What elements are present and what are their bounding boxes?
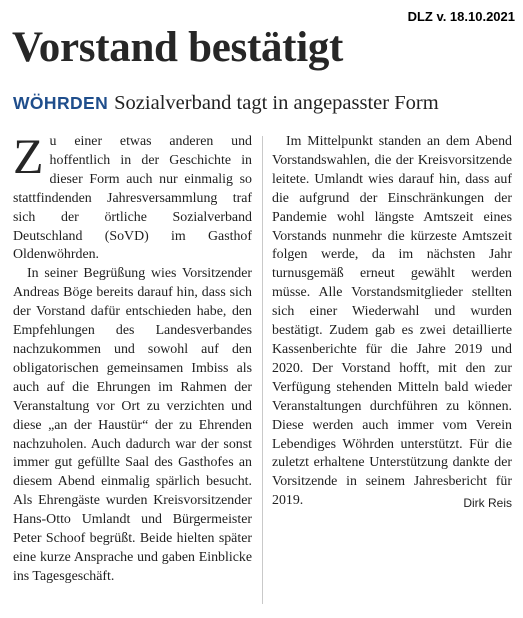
article-paragraph: [272, 133, 512, 511]
article-headline: Vorstand bestätigt: [12, 24, 344, 71]
location-kicker: WÖHRDEN: [13, 93, 109, 113]
paragraph-text: u einer etwas anderen und hoffentlich in der Geschichte in dieser Form auch nur einmalig so stattfindenden Jahresversammlung traf sich der örtliche Sozialverband Deutschland (SoVD) im Gasthof Oldenwöhrden.: [13, 134, 252, 263]
article-subheadline-row: [13, 90, 439, 116]
article-column-2: [272, 133, 512, 513]
paragraph-text: Im Mittelpunkt standen an dem Abend Vorstandswahlen, die der Kreisvorsitzende leitete. Umlandt wies darauf hin, dass auf die aufgrund der Einschränkungen der Pandemie wohl längste Amtszeit eines Vorstands nunmehr die kürzeste Amtszeit folgen werde, da im nächsten Jahr turnusgemäß erneut gewählt werden müsse. Alle Vorstandsmitglieder stellten sich einer Wiederwahl und wurden bestätigt. Zudem gab es zwei detaillierte Kassenberichte für die Jahre 2019 und 2020. Der Vorstand hofft, mit den zur Verfügung stehenden Mitteln bald wieder Veranstaltungen durchführen zu können. Diese werden auch immer vom Verein Lebendiges Wöhrden unterstützt. Für die zuletzt erhaltene Unterstützung dankte der Vorsitzende in seinem Jahresbericht für 2019.: [272, 134, 512, 509]
drop-cap: Z: [13, 128, 44, 184]
article-paragraph: [13, 128, 252, 265]
article-paragraph: In seiner Begrüßung wies Vorsitzender Andreas Böge bereits darauf hin, dass sich der Vorstand dafür entschieden habe, den Empfehlungen des Landesverbandes nachzukommen und sowohl auf den obligatorischen gemeinsamen Imbiss als auch auf die Ehrungen im Rahmen der Veranstaltung vor Ort zu verzichten und diese „an der Haustür“ der zu Ehrenden nachzuholen. Auch dadurch war der sonst immer gut gefüllte Saal des Gasthofes an diesem Abend einmalig spärlich besucht. Als Ehrengäste wurden Kreisvorsitzender Hans-Otto Umlandt und Bürgermeister Peter Schoof begrüßt. Beide hielten später eine kurze Ansprache und gaben Einblicke ins Tagesgeschäft.: [13, 266, 252, 584]
column-divider: [262, 136, 263, 604]
article-column-1: [13, 128, 252, 587]
author-byline: Dirk Reis: [463, 496, 512, 511]
source-stamp: DLZ v. 18.10.2021: [407, 9, 515, 24]
article-subheadline: Sozialverband tagt in angepasster Form: [114, 92, 439, 114]
